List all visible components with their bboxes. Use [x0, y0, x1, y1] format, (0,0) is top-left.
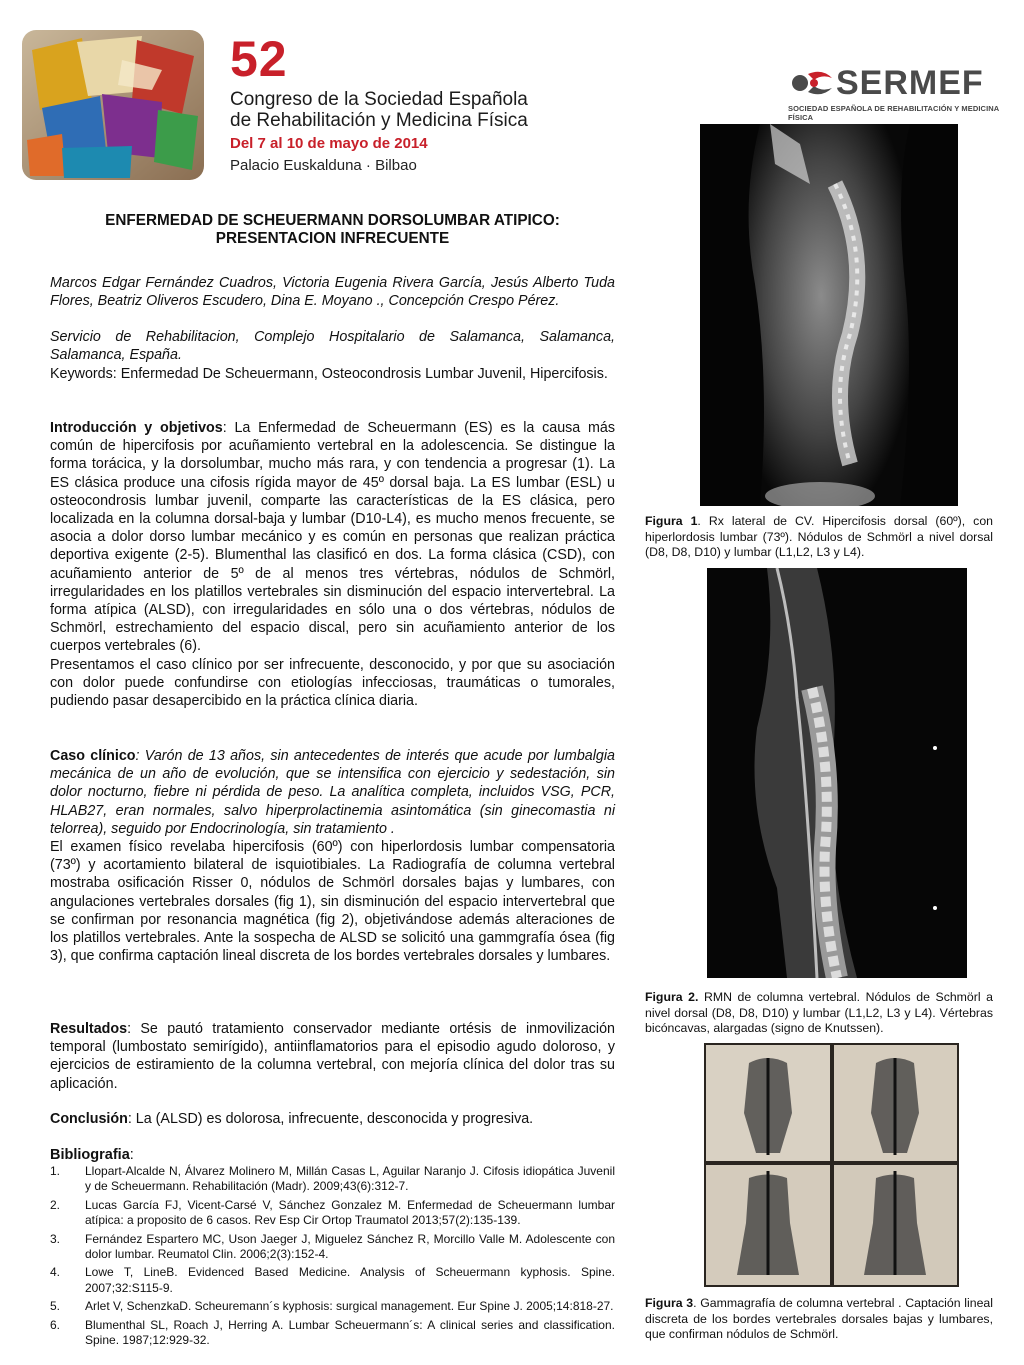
introduction-section [50, 419, 615, 710]
bibliography-number: 2. [50, 1197, 61, 1212]
congress-number: 52 [230, 31, 288, 87]
conclusion-heading: Conclusión [50, 1111, 128, 1127]
bibliography-text: Arlet V, SchenzkaD. Scheuremann´s kyphosis: surgical management. Eur Spine J. 2005;14:818-27. [85, 1299, 614, 1314]
figure2-text: RMN de columna vertebral. Nódulos de Schmörl a nivel dorsal (D8, D8, D10) y lumbar (L1,L2, L3 y L4). Vértebras bicóncavas, alargadas (signo de Knutssen). [645, 990, 993, 1035]
figure3-caption [645, 1296, 993, 1343]
figure1-caption [645, 514, 993, 561]
bibliography-item [50, 1318, 615, 1348]
bibliography-item [50, 1265, 615, 1295]
case-heading: Caso clínico [50, 748, 136, 764]
figure2-label: Figura 2. [645, 990, 699, 1004]
bibliography-text: Blumenthal SL, Roach J, Herring A. Lumbar Scheuermann´s: A clinical series and classification. Spine. 1987;12:929-32. [85, 1317, 615, 1347]
case-text: : Varón de 13 años, sin antecedentes de interés que acude por lumbalgia mecánica de un año de evolución, que se intensifica con ejercicio y sedestación, sin dolor nocturno, fiebre ni pérdida de peso. La analítica completa, incluidos VSG, PCR, HLAB27, eran normales, salvo hiperprolactinemia asintomática (sin ginecomastia ni telorrea), seguido por Endocrinología, sin tratamiento . [50, 748, 615, 837]
introduction-heading: Introducción y objetivos [50, 420, 223, 436]
results-heading: Resultados [50, 1021, 128, 1037]
bibliography-heading-label: Bibliografia [50, 1147, 130, 1163]
bibliography-text: Lucas García FJ, Vicent-Carsé V, Sánchez Gonzalez M. Enfermedad de Scheuermann lumbar atípica: a proposito de 6 casos. Rev Esp Cir Ortop Traumatol 2013;57(2):135-139. [85, 1197, 615, 1227]
bibliography-number: 3. [50, 1231, 61, 1246]
introduction-text: : La Enfermedad de Scheuermann (ES) es la causa más común de hipercifosis por acuñamiento vertebral en la adolescencia. Se distingue la forma torácica, y la dorsolumbar, mucho más rara, y con tendencia a progresar (1). La ES clásica produce una cifosis rígida mayor de 45º dorsal baja. La ES lumbar (ESL) u osteocondrosis lumbar juvenil, comparte las características de la ES clásica, pero localizada en la columna dorsal-baja y lumbar (D10-L4), es mucho menos frecuente, se asocia a dolor dorso lumbar mecánico y es común en personas que realizan práctica deportiva exigente (2-5). Blumenthal las clasificó en dos. La forma clásica (CSD), con acuñamiento anterior de 5º de al menos tres vértebras, nódulos de Schmörl, irregularidades en los platillos vertebrales sin disminución del espacio intervertebral. La forma atípica (ALSD), con irregularidades en sólo una o dos vértebras, nódulos de Schmörl, estrechamiento del espacio discal, pero sin acuñamiento anterior de los cuerpos vertebrales (6). [50, 420, 615, 655]
case-section [50, 747, 615, 965]
sermef-logo-icon [788, 66, 836, 100]
paper-title-line1: ENFERMEDAD DE SCHEUERMANN DORSOLUMBAR ATIPICO: [105, 212, 560, 229]
bibliography-list [50, 1164, 615, 1352]
bibliography-text: Fernández Espartero MC, Uson Jaeger J, Miguelez Sánchez R, Morcillo Valle M. Adolescente con dolor lumbar. Reumatol Clin. 2006;2(3):152-4. [85, 1231, 615, 1261]
introduction-text-2: Presentamos el caso clínico por ser infrecuente, desconocido, y por que su asociación con dolor puede confundirse con etiologías infecciosas, traumáticas o tumorales, pudiendo pasar desapercibido en la práctica clínica diaria. [50, 656, 615, 710]
bibliography-text: Llopart-Alcalde N, Álvarez Molinero M, Millán Casas L, Aguilar Naranjo J. Cifosis idiopática Juvenil y de Scheuermann. Rehabilitación (Madr). 2009;43(6):312-7. [85, 1164, 615, 1194]
congress-logo-artwork [22, 30, 204, 180]
bibliography-item [50, 1299, 615, 1314]
results-text: : Se pautó tratamiento conservador mediante ortésis de inmovilización temporal (lumbostato semirígido), antiinflamatorios para el episodio agudo doloroso, y ejercicios de estiramiento de la columna vertebral, con mejoría clínica del dolor tras su aplicación. [50, 1021, 615, 1092]
congress-venue: Palacio Euskalduna · Bilbao [230, 157, 417, 174]
keywords: Keywords: Enfermedad De Scheuermann, Osteocondrosis Lumbar Juvenil, Hipercifosis. [50, 366, 608, 382]
bibliography-item [50, 1232, 615, 1262]
figure1-xray-image [700, 124, 958, 506]
figure3-label: Figura 3 [645, 1296, 694, 1310]
figure3-text: . Gammagrafía de columna vertebral . Captación lineal discreta de los bordes vertebrales dorsales bajas y lumbares, que confirman nódulos de Schmörl. [645, 1296, 993, 1341]
sermef-subtitle: SOCIEDAD ESPAÑOLA DE REHABILITACIÓN Y MEDICINA FÍSICA [788, 104, 1000, 122]
congress-name-line1: Congreso de la Sociedad Española [230, 89, 528, 110]
sermef-wordmark: SERMEF [836, 64, 984, 102]
bibliography-item [50, 1164, 615, 1194]
bibliography-number: 1. [50, 1164, 61, 1178]
figure2-mri-image [707, 568, 967, 978]
figure2-caption [645, 990, 993, 1037]
affiliation: Servicio de Rehabilitacion, Complejo Hospitalario de Salamanca, Salamanca, Salamanca, España. [50, 329, 615, 364]
authors: Marcos Edgar Fernández Cuadros, Victoria Eugenia Rivera García, Jesús Alberto Tuda Flores, Beatriz Oliveros Escudero, Dina E. Moyano ., Concepción Crespo Pérez. [50, 275, 615, 310]
bibliography-number: 6. [50, 1317, 61, 1332]
paper-title-line2: PRESENTACION INFRECUENTE [215, 230, 450, 247]
conclusion-text: : La (ALSD) es dolorosa, infrecuente, desconocida y progresiva. [127, 1111, 534, 1127]
congress-name-line2: de Rehabilitación y Medicina Física [230, 110, 528, 131]
bibliography-number: 5. [50, 1299, 61, 1314]
case-text-2: El examen físico revelaba hipercifosis (60º) con hiperlordosis lumbar compensatoria (73º) y acortamiento bilateral de isquiotibiales. La Radiografía de columna vertebral mostraba osificación Risser 0, nódulos de Schmörl dorsales bajas y lumbares, con angulaciones vertebrales dorsales (fig 1), sin disminución del espacio intervertebral que se confirman por resonancia magnética (fig 2), objetivándose además alteraciones de los platillos vertebrales. Ante la sospecha de ALSD se solicitó una gammgrafía ósea (fig 3), que confirma captación lineal discreta de los bordes vertebrales dorsales y lumbares. [50, 839, 615, 965]
figure1-label: Figura 1 [645, 514, 698, 528]
figure3-bone-scan-image [704, 1043, 959, 1287]
figure1-text: . Rx lateral de CV. Hipercifosis dorsal (60º), con hiperlordosis lumbar (73º). Nódulos de Schmörl a nivel dorsal (D8, D8, D10) y lumbar (L1,L2, L3 y L4). [645, 514, 993, 559]
paper-title [50, 212, 615, 248]
bibliography-heading [50, 1147, 134, 1163]
bibliography-number: 4. [50, 1265, 61, 1280]
conclusion-section [50, 1110, 615, 1128]
results-section [50, 1020, 615, 1093]
bibliography-heading-colon: : [129, 1147, 134, 1163]
congress-dates: Del 7 al 10 de mayo de 2014 [230, 135, 428, 152]
bibliography-item [50, 1198, 615, 1228]
bibliography-text: Lowe T, LineB. Evidenced Based Medicine. Analysis of Scheuermann kyphosis. Spine. 2007;32:S115-9. [85, 1265, 615, 1295]
